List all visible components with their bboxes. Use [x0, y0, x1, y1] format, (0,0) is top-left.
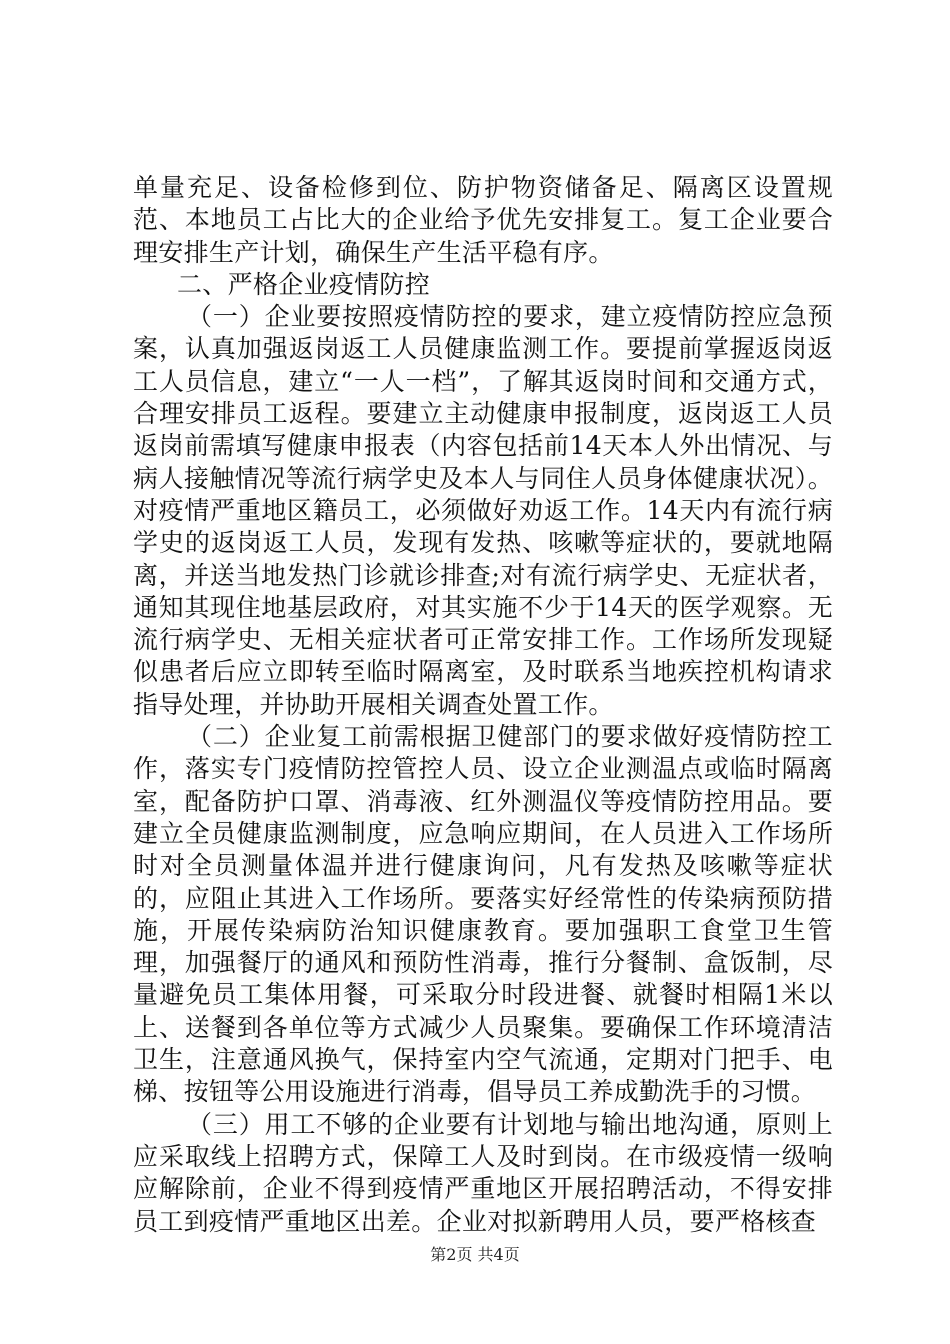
page-footer: 第2页 共4页 [430, 1245, 520, 1264]
document-body [133, 172, 833, 1238]
paragraph-continued: 单量充足、设备检修到位、防护物资储备足、隔离区设置规范、本地员工占比大的企业给予优先安排复工。复工企业要合理安排生产计划，确保生产生活平稳有序。 [133, 173, 833, 267]
paragraph-item-3: （三）用工不够的企业要有计划地与输出地沟通，原则上应采取线上招聘方式，保障工人及时到岗。在市级疫情一级响应解除前，企业不得到疫情严重地区开展招聘活动，不得安排员工到疫情严重地区出差。企业对拟新聘用人员，要严格核查 [133, 1109, 833, 1236]
section-heading: 二、严格企业疫情防控 [177, 269, 431, 299]
paragraph-item-1: （一）企业要按照疫情防控的要求，建立疫情防控应急预案，认真加强返岗返工人员健康监测工作。要提前掌握返岗返工人员信息，建立“一人一档”，了解其返岗时间和交通方式，合理安排员工返程。要建立主动健康申报制度，返岗返工人员返岗前需填写健康申报表（内容包括前14天本人外出情况、与病人接触情况等流行病学史及本人与同住人员身体健康状况）。对疫情严重地区籍员工，必须做好劝返工作。14天内有流行病学史的返岗返工人员，发现有发热、咳嗽等症状的，要就地隔离，并送当地发热门诊就诊排查;对有流行病学史、无症状者，通知其现住地基层政府，对其实施不少于14天的医学观察。无流行病学史、无相关症状者可正常安排工作。工作场所发现疑似患者后应立即转至临时隔离室，及时联系当地疾控机构请求指导处理，并协助开展相关调查处置工作。 [133, 302, 833, 719]
paragraph-item-2: （二）企业复工前需根据卫健部门的要求做好疫情防控工作，落实专门疫情防控管控人员、设立企业测温点或临时隔离室，配备防护口罩、消毒液、红外测温仪等疫情防控用品。要建立全员健康监测制度，应急响应期间，在人员进入工作场所时对全员测量体温并进行健康询问，凡有发热及咳嗽等症状的，应阻止其进入工作场所。要落实好经常性的传染病预防措施，开展传染病防治知识健康教育。要加强职工食堂卫生管理，加强餐厅的通风和预防性消毒，推行分餐制、盒饭制，尽量避免员工集体用餐，可采取分时段进餐、就餐时相隔1米以上、送餐到各单位等方式减少人员聚集。要确保工作环境清洁卫生，注意通风换气，保持室内空气流通，定期对门把手、电梯、按钮等公用设施进行消毒，倡导员工养成勤洗手的习惯。 [133, 722, 833, 1107]
